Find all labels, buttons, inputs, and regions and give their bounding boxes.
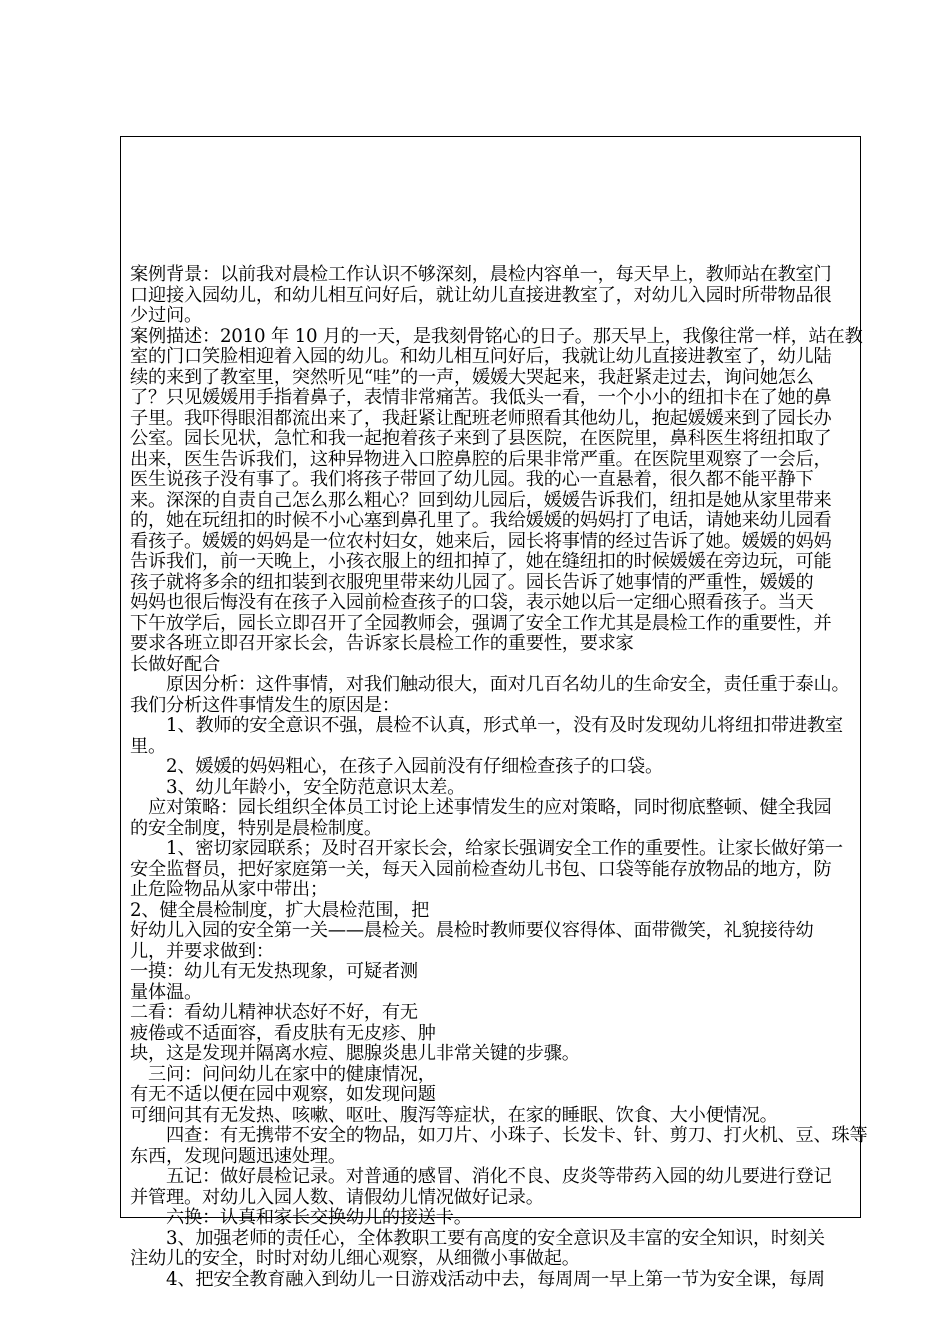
text-line: 儿，并要求做到：: [130, 940, 274, 962]
text-line: 要求各班立即召开家长会，告诉家长晨检工作的重要性，要求家: [130, 633, 634, 654]
text-line: 六换：认真和家长交换幼儿的接送卡。: [130, 1207, 472, 1228]
text-line: 孩子就将多余的纽扣装到衣服兜里带来幼儿园了。园长告诉了她事情的严重性，媛媛的: [130, 571, 814, 593]
text-line: 3、加强老师的责任心，全体教职工要有高度的安全意识及丰富的安全知识，时刻关: [130, 1227, 825, 1249]
text-line: 续的来到了教室里，突然听见“哇”的一声，媛媛大哭起来，我赶紧走过去，询问她怎么: [130, 366, 814, 388]
text-line: 止危险物品从家中带出；: [130, 879, 328, 900]
text-line: 安全监督员，把好家庭第一关，每天入园前检查幼儿书包、口袋等能存放物品的地方，防: [130, 858, 832, 880]
text-line: 的安全制度，特别是晨检制度。: [130, 817, 382, 839]
text-line: 我们分析这件事情发生的原因是：: [130, 694, 400, 716]
text-line: 公室。园长见状，急忙和我一起抱着孩子来到了县医院，在医院里，鼻科医生将纽扣取了: [130, 428, 832, 449]
text-line: 的，她在玩纽扣的时候不小心塞到鼻孔里了。我给媛媛的妈妈打了电话，请她来幼儿园看: [130, 510, 832, 531]
text-line: 一摸：幼儿有无发热现象，可疑者测: [130, 961, 418, 982]
text-line: 有无不适以便在园中观察，如发现问题: [130, 1084, 436, 1105]
text-line: 了？只见媛媛用手指着鼻子，表情非常痛苦。我低头一看，一个小小的纽扣卡在了她的鼻: [130, 387, 832, 408]
document-body: [130, 264, 868, 1290]
text-line: 疲倦或不适面容，看皮肤有无皮疹、肿: [130, 1022, 436, 1044]
text-line: 3、幼儿年龄小，安全防范意识太差。: [130, 776, 466, 798]
text-line: 东西，发现问题迅速处理。: [130, 1145, 346, 1167]
text-line: 1、教师的安全意识不强，晨检不认真，形式单一，没有及时发现幼儿将纽扣带进教室: [130, 715, 843, 736]
text-line: 少过问。: [130, 305, 202, 326]
text-line: 长做好配合: [130, 653, 220, 675]
text-line: 二看：看幼儿精神状态好不好，有无: [130, 1002, 418, 1023]
text-line: 室的门口笑脸相迎着入园的幼儿。和幼儿相互问好后，我就让幼儿直接进教室了，幼儿陆: [130, 346, 832, 367]
text-line: 注幼儿的安全，时时对幼儿细心观察，从细微小事做起。: [130, 1248, 580, 1269]
text-line: 出来，医生告诉我们，这种异物进入口腔鼻腔的后果非常严重。在医院里观察了一会后，: [130, 448, 832, 470]
text-line: 妈妈也很后悔没有在孩子入园前检查孩子的口袋，表示她以后一定细心照看孩子。当天: [130, 592, 814, 613]
text-line: 医生说孩子没有事了。我们将孩子带回了幼儿园。我的心一直悬着，很久都不能平静下: [130, 469, 814, 490]
text-line: 口迎接入园幼儿，和幼儿相互问好后，就让幼儿直接进教室了，对幼儿入园时所带物品很: [130, 284, 832, 306]
text-line: 案例背景：以前我对晨检工作认识不够深刻，晨检内容单一，每天早上，教师站在教室门: [130, 264, 832, 285]
text-line: 下午放学后，园长立即召开了全园教师会，强调了安全工作尤其是晨检工作的重要性，并: [130, 612, 832, 634]
text-line: 告诉我们，前一天晚上，小孩衣服上的纽扣掉了，她在缝纽扣的时候媛媛在旁边玩，可能: [130, 551, 832, 572]
text-line: 1、密切家园联系；及时召开家长会，给家长强调安全工作的重要性。让家长做好第一: [130, 838, 843, 859]
text-line: 应对策略：园长组织全体员工讨论上述事情发生的应对策略，同时彻底整顿、健全我园: [130, 797, 832, 818]
text-line: 2、健全晨检制度，扩大晨检范围，把: [130, 899, 430, 921]
text-line: 四查：有无携带不安全的物品，如刀片、小珠子、长发卡、针、剪刀、打火机、豆、珠等: [130, 1125, 868, 1146]
text-line: 好幼儿入园的安全第一关——晨检关。晨检时教师要仪容得体、面带微笑，礼貌接待幼: [130, 920, 814, 941]
text-line: 原因分析：这件事情，对我们触动很大，面对几百名幼儿的生命安全，责任重于泰山。: [130, 674, 850, 695]
text-line: 量体温。: [130, 981, 202, 1003]
text-line: 2、媛媛的妈妈粗心，在孩子入园前没有仔细检查孩子的口袋。: [130, 756, 664, 777]
text-line: 来。深深的自责自己怎么那么粗心？回到幼儿园后，媛媛告诉我们，纽扣是她从家里带来: [130, 489, 832, 511]
text-line: 并管理。对幼儿入园人数、请假幼儿情况做好记录。: [130, 1186, 544, 1208]
text-line: 块，这是发现并隔离水痘、腮腺炎患儿非常关键的步骤。: [130, 1043, 580, 1064]
text-line: 里。: [130, 735, 166, 757]
text-line: 可细问其有无发热、咳嗽、呕吐、腹泻等症状，在家的睡眠、饮食、大小便情况。: [130, 1104, 778, 1126]
text-line: 五记：做好晨检记录。对普通的感冒、消化不良、皮炎等带药入园的幼儿要进行登记: [130, 1166, 832, 1187]
text-line: 三问：问问幼儿在家中的健康情况，: [130, 1063, 436, 1085]
text-line: 子里。我吓得眼泪都流出来了，我赶紧让配班老师照看其他幼儿，抱起媛媛来到了园长办: [130, 407, 832, 429]
text-line: 4、把安全教育融入到幼儿一日游戏活动中去，每周周一早上第一节为安全课，每周: [130, 1268, 825, 1290]
text-line: 案例描述：2010 年 10 月的一天，是我刻骨铭心的日子。那天早上，我像往常一样，站在教: [130, 325, 863, 347]
text-line: 看孩子。媛媛的妈妈是一位农村妇女，她来后，园长将事情的经过告诉了她。媛媛的妈妈: [130, 530, 832, 552]
